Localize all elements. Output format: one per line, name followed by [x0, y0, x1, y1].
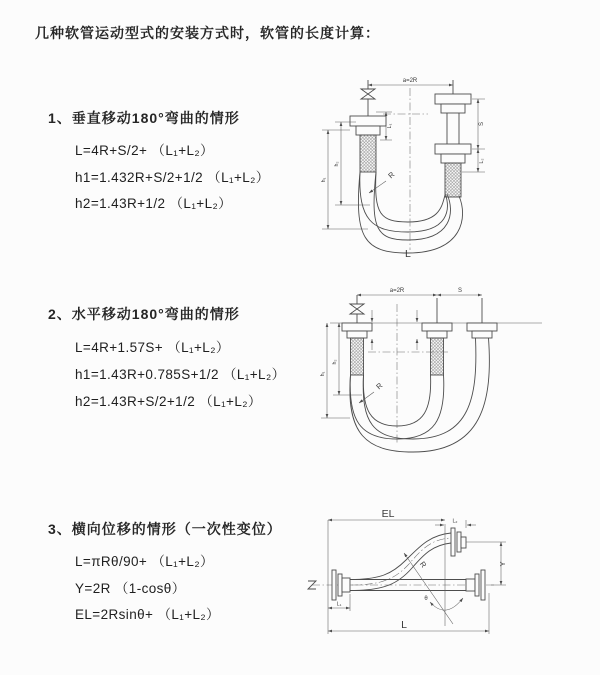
dimension-el [328, 508, 445, 634]
diagram-lateral-displacement [300, 498, 600, 645]
dimension-l1 [328, 594, 350, 611]
dim-label-l2: L₂ [479, 158, 485, 164]
section-2-formula-h1: h1=1.43R+0.785S+1/2 （L₁+L₂） [75, 367, 286, 382]
valve-icon [361, 89, 375, 99]
right-pipe-two-positions [435, 80, 471, 197]
dim-label-l2: L₂ [452, 518, 458, 525]
dimension-h1 [320, 323, 350, 418]
page-title: 几种软管运动型式的安装方式时，软管的长度计算： [35, 25, 380, 41]
length-label: L [405, 248, 411, 260]
center-lines [383, 88, 428, 250]
diagram-horizontal-180-bend [310, 282, 600, 454]
dim-label-s: S [457, 288, 463, 294]
dim-label-a2r: a=2R [389, 288, 405, 294]
radius-label: R [417, 559, 429, 570]
section-3-formula-el: EL=2Rsinθ+ （L₁+L₂） [75, 607, 220, 622]
radius-label: R [374, 380, 385, 392]
dim-label-h2: h₂ [334, 161, 340, 167]
flange-length-arrows [372, 310, 417, 350]
dim-label-l: L [401, 619, 407, 631]
section-1-formula-l: L=4R+S/2+ （L₁+L₂） [75, 143, 214, 158]
left-flange [332, 570, 350, 600]
section-1-formula-h2: h2=1.43R+1/2 （L₁+L₂） [75, 196, 233, 211]
radius-label: R [386, 169, 397, 181]
dim-label-s: S [479, 121, 485, 127]
right-pipe-moved-position [467, 298, 497, 338]
hose-curves [350, 338, 489, 452]
left-pipe-with-valve [342, 295, 372, 375]
section-1-formula-h1: h1=1.432R+S/2+1/2 （L₁+L₂） [75, 170, 270, 185]
dim-label-el: EL [381, 508, 395, 520]
braid-section [351, 338, 364, 375]
section-1-heading: 1、垂直移动180°弯曲的情形 [48, 110, 240, 126]
diagram-vertical-180-bend [310, 72, 600, 264]
dim-label-l1: L₁ [387, 123, 393, 129]
dimension-a2r [368, 78, 453, 85]
dim-label-a2r: a=2R [402, 78, 418, 84]
angle-label: θ [424, 596, 428, 602]
section-3-heading: 3、横向位移的情形（一次性变位） [48, 521, 282, 537]
radius-callout [369, 170, 397, 193]
dim-label-h1: h₁ [321, 177, 327, 183]
dim-label-h1: h₁ [320, 371, 326, 377]
dim-label-l1: L₁ [336, 601, 342, 608]
dim-label-h2: h₂ [332, 359, 338, 365]
dimension-l [328, 593, 489, 634]
braid-section [431, 338, 444, 375]
right-lower-flange [466, 570, 485, 600]
dimension-y [466, 542, 507, 585]
section-2-heading: 2、水平移动180°弯曲的情形 [48, 306, 240, 322]
dimension-s [462, 99, 485, 172]
upper-flange [451, 528, 466, 556]
middle-pipe [422, 298, 452, 375]
braid-section [360, 135, 376, 172]
valve-icon [350, 304, 364, 314]
section-3-formula-l: L=πRθ/90+ （L₁+L₂） [75, 554, 214, 569]
section-2-formula-l: L=4R+1.57S+ （L₁+L₂） [75, 340, 230, 355]
section-2-formula-h2: h2=1.43R+S/2+1/2 （L₁+L₂） [75, 394, 262, 409]
left-pipe-with-valve [350, 80, 386, 172]
dimension-s [437, 288, 482, 295]
dimension-a2r [357, 288, 437, 295]
displaced-hose-curve [350, 533, 451, 591]
section-3-formula-y: Y=2R （1-cosθ） [75, 581, 186, 596]
braid-section [445, 163, 461, 197]
dim-label-y: Y [498, 561, 507, 567]
